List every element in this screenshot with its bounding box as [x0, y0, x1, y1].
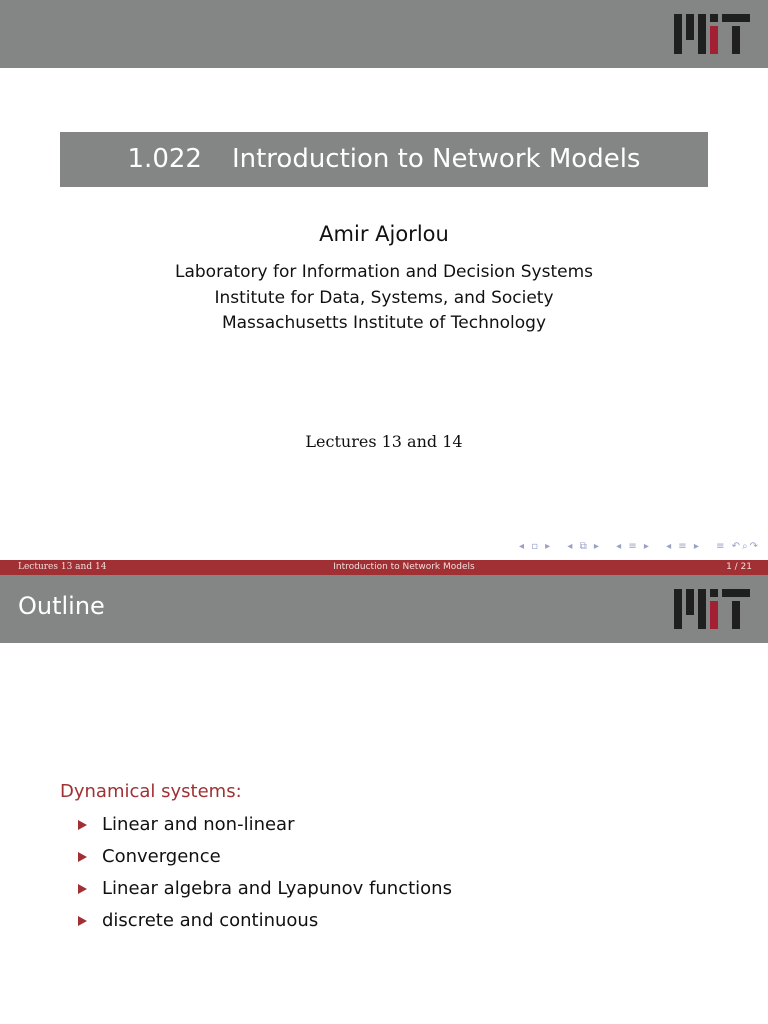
frame-nav-icon[interactable]: ◂ ▫ ▸	[519, 541, 553, 552]
bullet-triangle-icon	[78, 820, 87, 830]
course-number: 1.022	[127, 144, 202, 174]
subsection-nav-icon[interactable]: ◂ ⧉ ▸	[567, 541, 601, 552]
bullet-triangle-icon	[78, 884, 87, 894]
list-item	[78, 813, 452, 845]
list-item	[78, 909, 452, 941]
outline-slide	[0, 575, 768, 1024]
zoom-search-icon[interactable]: ≡ ↶⌕↷	[716, 541, 760, 552]
block-title: Dynamical systems:	[60, 781, 242, 802]
list-item-text: Convergence	[102, 846, 221, 867]
bullet-list	[78, 813, 452, 941]
toc-nav-icon[interactable]: ◂ ≡ ▸	[666, 541, 701, 552]
institute-line-2: Institute for Data, Systems, and Society	[214, 288, 554, 308]
lecture-date: Lectures 13 and 14	[305, 432, 463, 451]
header-bar	[0, 575, 768, 643]
footer-bar	[0, 560, 768, 575]
course-title: Introduction to Network Models	[231, 144, 641, 174]
author-name: Amir Ajorlou	[319, 222, 449, 246]
page-counter: 1 / 21	[726, 562, 752, 572]
bullet-triangle-icon	[78, 916, 87, 926]
bullet-triangle-icon	[78, 852, 87, 862]
footer-date: Lectures 13 and 14	[18, 562, 107, 572]
header-bar	[0, 0, 768, 68]
list-item-text: Linear algebra and Lyapunov functions	[102, 878, 452, 899]
footer-title: Introduction to Network Models	[333, 562, 475, 572]
frame-title: Outline	[18, 592, 105, 620]
list-item-text: Linear and non-linear	[102, 814, 295, 835]
section-nav-icon[interactable]: ◂ ≡ ▸	[616, 541, 651, 552]
presentation-title	[60, 132, 708, 187]
mit-logo-icon	[674, 589, 750, 629]
mit-logo-icon	[674, 14, 750, 54]
list-item	[78, 845, 452, 877]
institute-line-1: Laboratory for Information and Decision Systems	[174, 262, 593, 282]
list-item	[78, 877, 452, 909]
beamer-navigation	[509, 541, 760, 552]
institute-line-3: Massachusetts Institute of Technology	[221, 313, 547, 333]
list-item-text: discrete and continuous	[102, 910, 319, 931]
